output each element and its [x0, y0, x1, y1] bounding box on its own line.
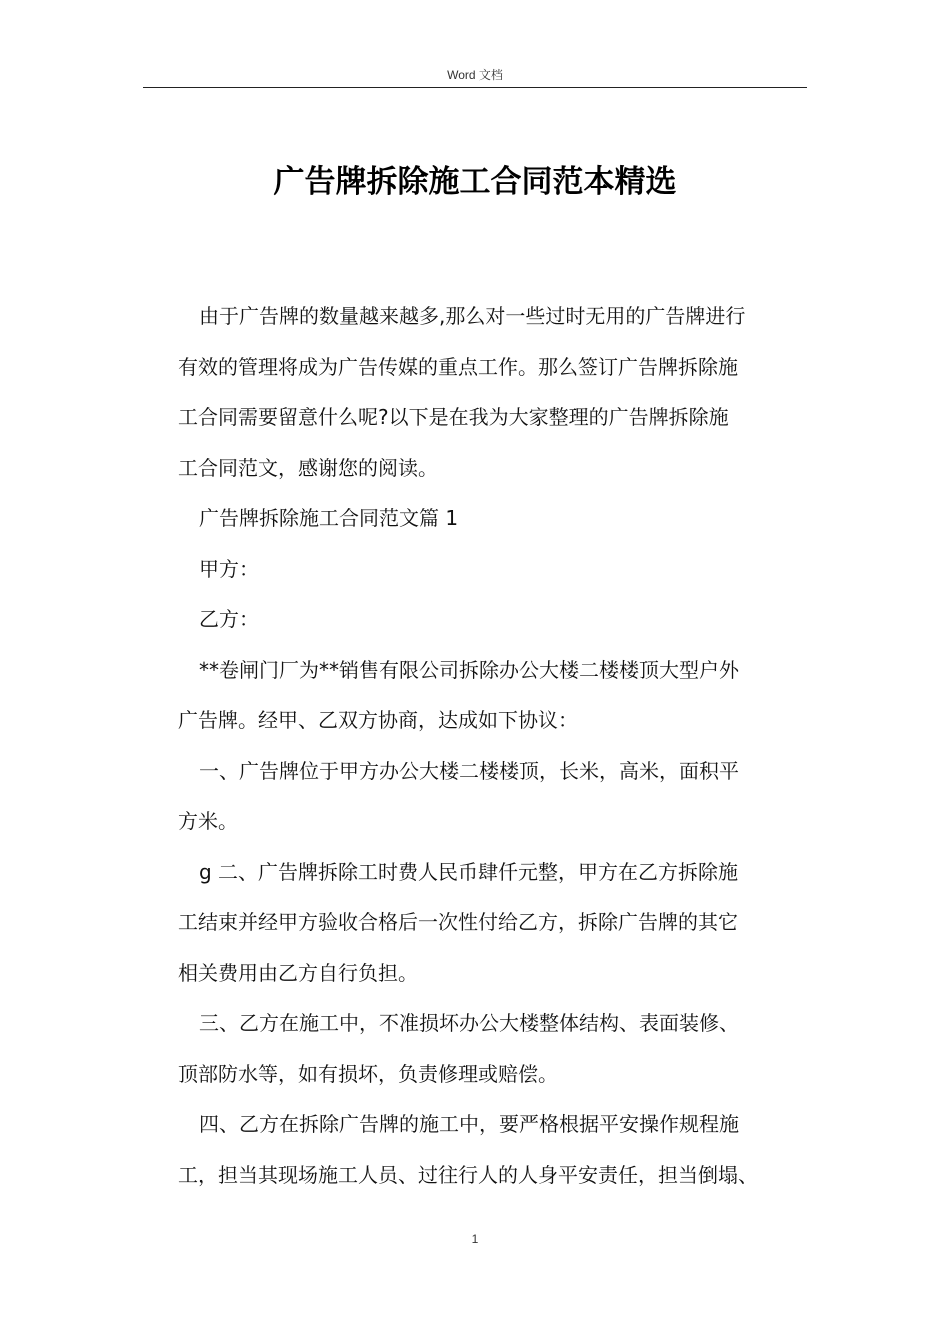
body-line: 工，担当其现场施工人员、过往行人的人身平安责任，担当倒塌、: [178, 1162, 758, 1187]
body-line: **卷闸门厂为**销售有限公司拆除办公大楼二楼楼顶大型户外: [199, 657, 739, 682]
page-header: Word 文档: [447, 68, 503, 82]
body-line: 方米。: [178, 809, 238, 833]
clause-3: 三、乙方在施工中，不准损坏办公大楼整体结构、表面装修、: [199, 1011, 739, 1035]
party-a-label: 甲方：: [199, 556, 259, 581]
clause-1: 一、广告牌位于甲方办公大楼二楼楼顶，长米，高米，面积平: [199, 758, 739, 783]
body-line: 工合同范文，感谢您的阅读。: [178, 455, 438, 480]
document-title: 广告牌拆除施工合同范本精选: [273, 164, 677, 200]
clause-4: 四、乙方在拆除广告牌的施工中，要严格根据平安操作规程施: [199, 1112, 739, 1136]
section-heading: 广告牌拆除施工合同范文篇 1: [199, 506, 459, 530]
party-b-label: 乙方：: [199, 607, 259, 631]
clause-2: g 二、广告牌拆除工时费人民币肆仟元整，甲方在乙方拆除施: [199, 859, 739, 884]
body-line: 有效的管理将成为广告传媒的重点工作。那么签订广告牌拆除施: [178, 354, 738, 379]
body-line: 工合同需要留意什么呢?以下是在我为大家整理的广告牌拆除施: [178, 405, 729, 429]
body-line: 工结束并经甲方验收合格后一次性付给乙方，拆除广告牌的其它: [178, 910, 738, 934]
page-number: 1: [471, 1232, 479, 1246]
body-line: 相关费用由乙方自行负担。: [178, 960, 418, 985]
body-line: 由于广告牌的数量越来越多,那么对一些过时无用的广告牌进行: [199, 304, 746, 328]
document-body: [178, 291, 818, 1200]
header-divider: [143, 87, 807, 88]
body-line: 广告牌。经甲、乙双方协商，达成如下协议：: [178, 708, 578, 732]
body-line: 顶部防水等，如有损坏，负责修理或赔偿。: [178, 1061, 558, 1086]
